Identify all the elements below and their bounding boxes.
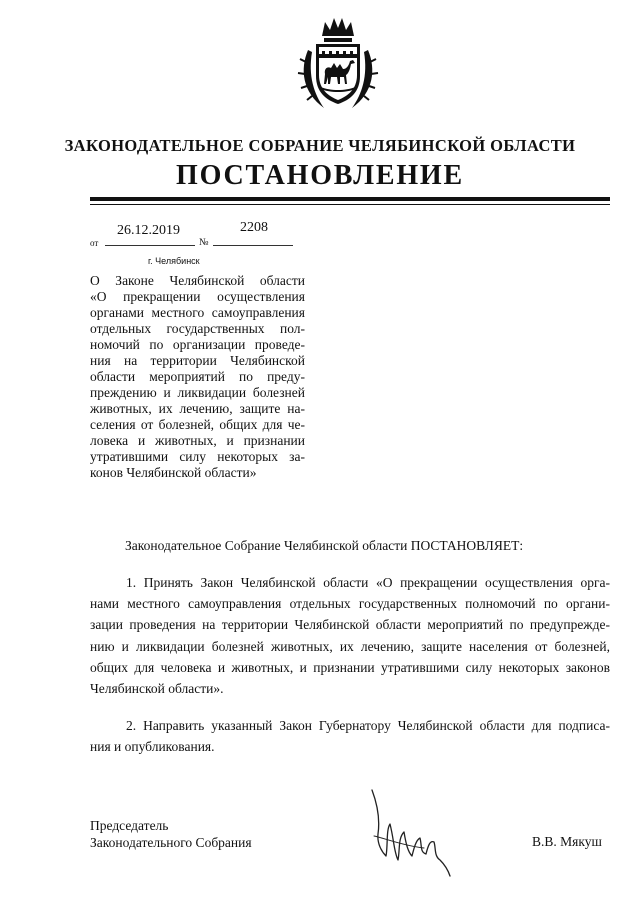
date-label: от <box>90 238 99 248</box>
document-number: 2208 <box>240 220 268 235</box>
subject-line: утратившими силу некоторых за- <box>90 449 305 464</box>
subject-line: О Законе Челябинской области <box>90 273 305 288</box>
subject-line: области мероприятий по преду- <box>90 369 305 384</box>
paragraph-line: ния и опубликования. <box>90 739 215 755</box>
subject-line: «О прекращении осуществления <box>90 289 305 304</box>
document-date: 26.12.2019 <box>117 223 180 238</box>
subject-line: селения от болезней, общих для че- <box>90 417 305 432</box>
subject-line: номочий по организации проведе- <box>90 337 305 352</box>
signatory-name: В.В. Мякуш <box>532 834 602 849</box>
subject-line: ловека и животных, и признании <box>90 433 305 448</box>
handwritten-signature-icon <box>364 786 454 878</box>
resolution-intro: Законодательное Собрание Челябинской области ПОСТАНОВЛЯЕТ: <box>125 538 524 553</box>
subject-line: органами местного самоуправления <box>90 305 305 320</box>
subject-line: преждению и ликвидации болезней <box>90 385 305 400</box>
date-underline <box>105 245 195 246</box>
number-underline <box>213 245 293 246</box>
subject-line: ния на территории Челябинской <box>90 353 305 368</box>
subject-line: конов Челябинской области» <box>90 465 257 480</box>
position-line: Законодательного Собрания <box>90 835 252 850</box>
paragraph-line: Челябинской области». <box>90 680 224 696</box>
paragraph-line: нами местного самоуправления отдельных государственных полномочий по органи- <box>90 596 610 612</box>
position-line: Председатель <box>90 818 169 833</box>
paragraph-line: нию и ликвидации болезней животных, их лечению, защите населения от болезней, <box>90 638 610 654</box>
organization-title: ЗАКОНОДАТЕЛЬНОЕ СОБРАНИЕ ЧЕЛЯБИНСКОЙ ОБЛАСТИ <box>64 136 576 155</box>
paragraph-1 <box>90 572 610 699</box>
paragraph-line: 2. Направить указанный Закон Губернатору Челябинской области для подписа- <box>126 718 610 733</box>
city-label: г. Челябинск <box>148 256 200 266</box>
paragraph-line: зации проведения на территории Челябинской области мероприятий по предупрежде- <box>90 617 610 633</box>
subject-line: отдельных государственных пол- <box>90 321 305 336</box>
signatory-position <box>90 817 252 851</box>
document-type-title: ПОСТАНОВЛЕНИЕ <box>176 160 464 191</box>
paragraph-line: 1. Принять Закон Челябинской области «О прекращении осуществления орга- <box>126 575 610 590</box>
header-divider-thin <box>90 204 610 205</box>
paragraph-2 <box>90 715 610 757</box>
subject-line: животных, их лечению, защите на- <box>90 401 305 416</box>
number-label: № <box>199 237 209 248</box>
paragraph-line: общих для человека и животных, и признании утратившими силу некоторых законов <box>90 659 610 675</box>
chelyabinsk-coat-of-arms-icon <box>294 14 382 114</box>
document-subject <box>90 273 305 481</box>
header-divider-thick <box>90 197 610 201</box>
